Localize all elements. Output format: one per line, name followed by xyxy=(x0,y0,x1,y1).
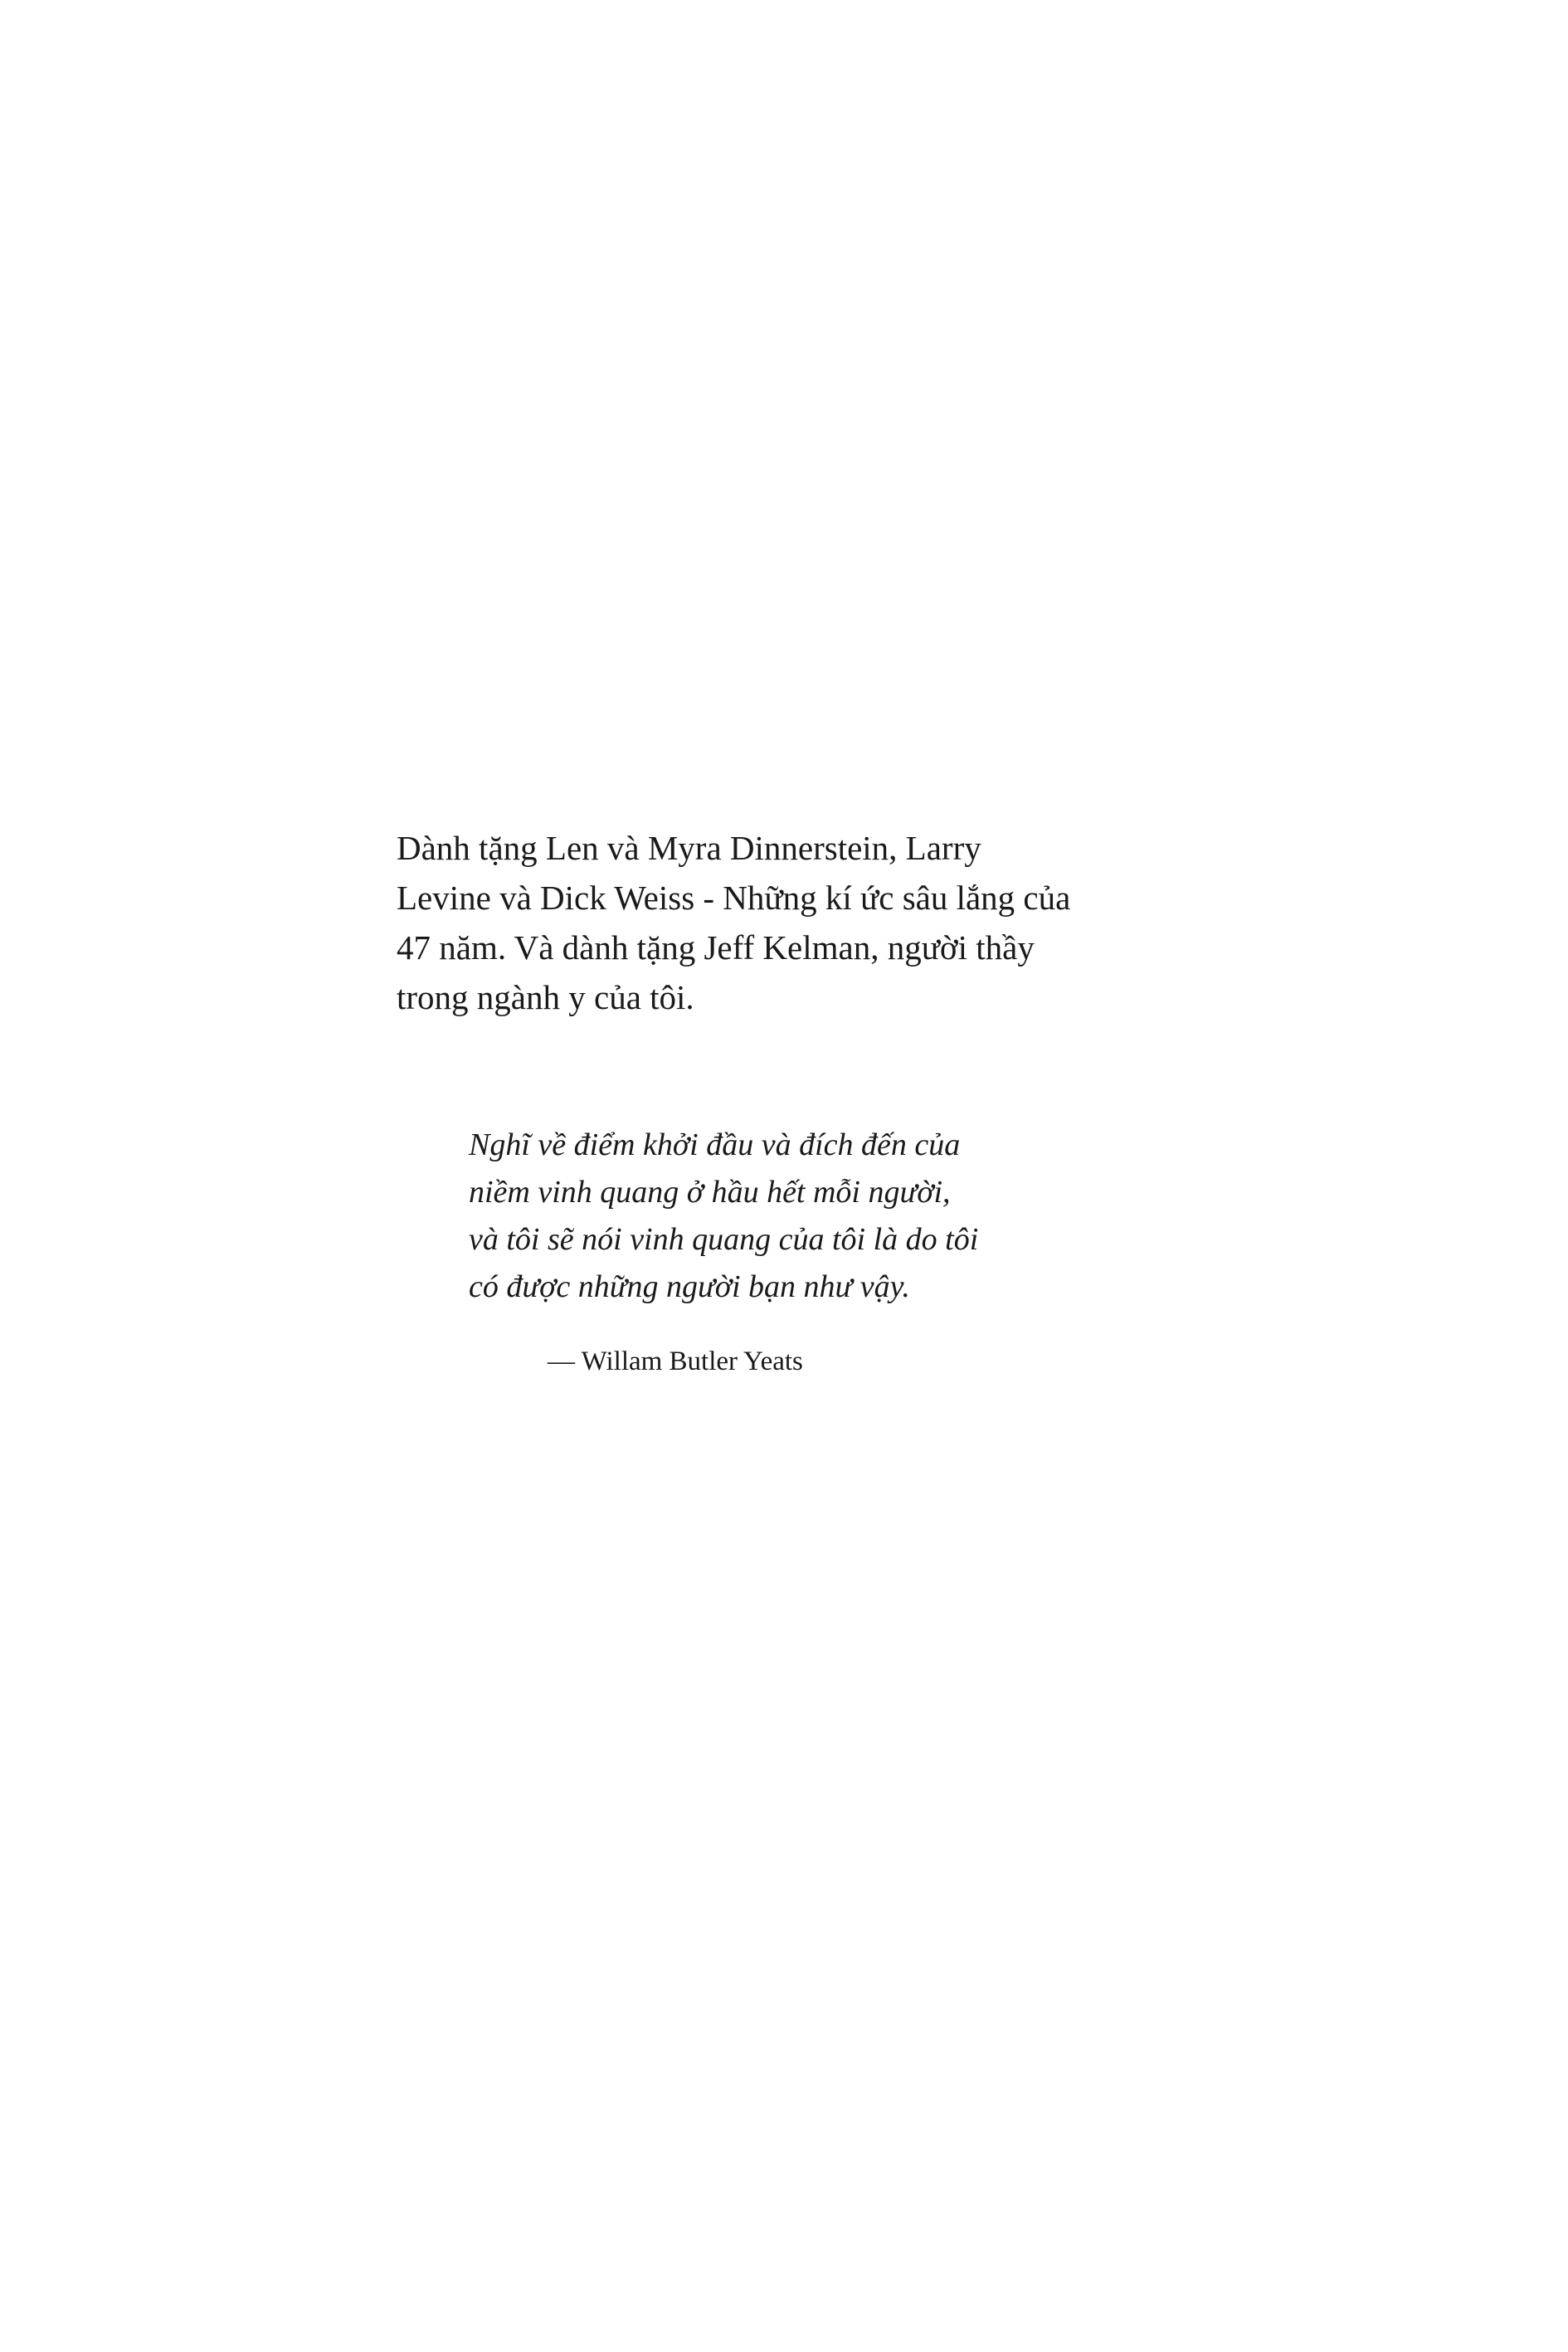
epigraph-attribution: — Willam Butler Yeats xyxy=(548,1346,803,1376)
quote-line: niềm vinh quang ở hầu hết mỗi người, xyxy=(469,1175,951,1210)
dedication-line: Dành tặng Len và Myra Dinnerstein, Larry xyxy=(397,829,981,867)
epigraph-block xyxy=(469,1122,1132,1381)
epigraph-quote xyxy=(469,1122,1124,1311)
dedication-line: Levine và Dick Weiss - Những kí ức sâu lắng của xyxy=(397,878,1071,917)
quote-line: có được những người bạn như vậy. xyxy=(469,1269,910,1304)
dedication-line: trong ngành y của tôi. xyxy=(397,977,694,1016)
quote-line: Nghĩ về điểm khởi đầu và đích đến của xyxy=(469,1127,961,1162)
quote-line: và tôi sẽ nói vinh quang của tôi là do tôi xyxy=(469,1222,979,1257)
dedication-line: 47 năm. Và dành tặng Jeff Kelman, người thầy xyxy=(397,928,1035,967)
dedication-paragraph xyxy=(397,824,1189,1022)
